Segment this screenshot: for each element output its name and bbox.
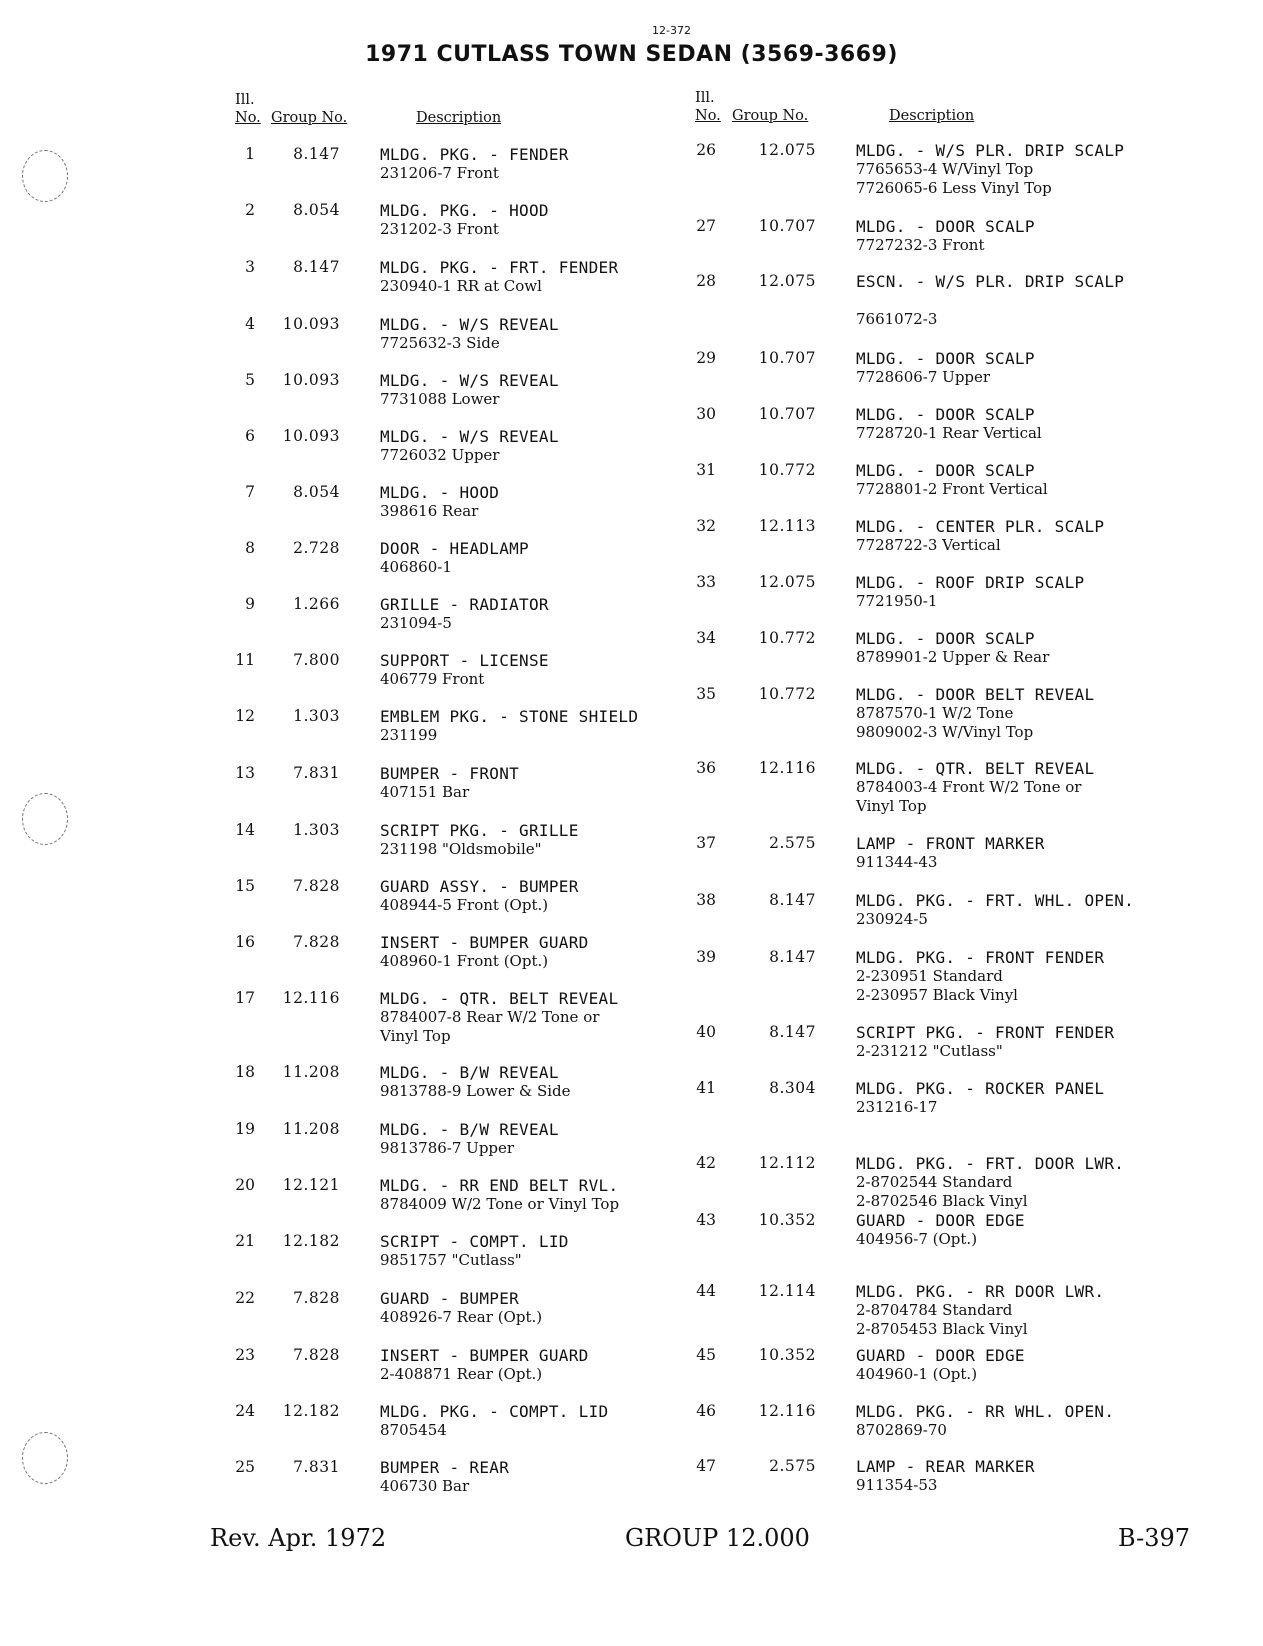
group-number: 10.707 (758, 217, 816, 235)
part-title: EMBLEM PKG. - STONE SHIELD (380, 707, 639, 726)
part-number-line: 231199 (380, 726, 438, 744)
ill-number: 37 (696, 834, 716, 852)
part-number-line: 7728720-1 Rear Vertical (856, 424, 1042, 442)
part-title: LAMP - REAR MARKER (856, 1457, 1035, 1476)
part-title: MLDG. PKG. - FRT. WHL. OPEN. (856, 891, 1135, 910)
part-title: MLDG. PKG. - FENDER (380, 145, 569, 164)
part-description (380, 877, 579, 915)
group-number: 12.112 (758, 1154, 816, 1172)
part-number-line: 406860-1 (380, 558, 452, 576)
part-description (380, 933, 589, 971)
part-number-line: 231202-3 Front (380, 220, 499, 238)
part-description (380, 989, 618, 1046)
ill-number: 1 (245, 145, 255, 163)
part-number-line: 398616 Rear (380, 502, 479, 520)
part-title: DOOR - HEADLAMP (380, 539, 529, 558)
ill-number: 20 (235, 1176, 255, 1194)
group-number: 12.116 (758, 1402, 816, 1420)
part-number-line: 230924-5 (856, 910, 928, 928)
ill-number: 18 (235, 1063, 255, 1081)
page-title: 1971 CUTLASS TOWN SEDAN (3569-3669) (365, 42, 898, 67)
part-number-line: 911344-43 (856, 853, 938, 871)
group-number: 2.728 (293, 539, 340, 557)
part-title: MLDG. - W/S REVEAL (380, 315, 559, 334)
part-title: MLDG. - DOOR SCALP (856, 349, 1035, 368)
part-number-line: 2-230957 Black Vinyl (856, 986, 1018, 1004)
part-description (856, 891, 1134, 929)
group-no-header-right: Group No. (732, 108, 809, 124)
part-title: SUPPORT - LICENSE (380, 651, 549, 670)
ill-number: 5 (245, 371, 255, 389)
group-number: 7.828 (293, 877, 340, 895)
group-number: 8.304 (769, 1079, 816, 1097)
part-number-line: 231198 "Oldsmobile" (380, 840, 542, 858)
group-number: 7.831 (293, 1458, 340, 1476)
footer-group: GROUP 12.000 (625, 1524, 810, 1552)
group-number: 10.707 (758, 349, 816, 367)
group-number: 10.772 (758, 685, 816, 703)
group-number: 8.147 (769, 948, 816, 966)
ill-number: 25 (235, 1458, 255, 1476)
group-number: 10.352 (758, 1346, 816, 1364)
group-number: 12.182 (282, 1232, 340, 1250)
part-number-line: 7731088 Lower (380, 390, 500, 408)
ill-header-line1-right: Ill. (695, 90, 715, 106)
part-number-line: 7661072-3 (856, 310, 938, 328)
part-description (380, 145, 569, 183)
description-header: Description (416, 110, 502, 126)
part-title: MLDG. PKG. - FRT. FENDER (380, 258, 619, 277)
ill-number: 47 (696, 1457, 716, 1475)
part-description (856, 517, 1104, 555)
part-number-line: 7727232-3 Front (856, 236, 985, 254)
ill-number: 31 (696, 461, 716, 479)
part-number-line: 408944-5 Front (Opt.) (380, 896, 549, 914)
group-number: 7.828 (293, 933, 340, 951)
part-number-line: 231216-17 (856, 1098, 938, 1116)
ill-number: 44 (696, 1282, 716, 1300)
ill-number: 11 (235, 651, 255, 669)
part-description (380, 1402, 608, 1440)
group-number: 1.266 (293, 595, 340, 613)
part-description (380, 764, 519, 802)
ill-number: 28 (696, 272, 716, 290)
part-title: MLDG. - B/W REVEAL (380, 1063, 559, 1082)
ill-number: 7 (245, 483, 255, 501)
ill-number: 30 (696, 405, 716, 423)
ill-number: 27 (696, 217, 716, 235)
ill-number: 40 (696, 1023, 716, 1041)
part-description (856, 461, 1048, 499)
part-title: MLDG. PKG. - HOOD (380, 201, 549, 220)
ill-number: 12 (235, 707, 255, 725)
part-title: MLDG. PKG. - ROCKER PANEL (856, 1079, 1105, 1098)
part-number-line: 2-8702546 Black Vinyl (856, 1192, 1028, 1210)
part-title: MLDG. - DOOR SCALP (856, 217, 1035, 236)
group-number: 12.075 (758, 141, 816, 159)
part-description (380, 1063, 571, 1101)
part-title: MLDG. - B/W REVEAL (380, 1120, 559, 1139)
ill-number: 42 (696, 1154, 716, 1172)
part-number-line: 7726032 Upper (380, 446, 500, 464)
part-description (380, 595, 549, 633)
part-number-line: 407151 Bar (380, 783, 470, 801)
part-description (856, 1154, 1124, 1211)
part-title: MLDG. - HOOD (380, 483, 500, 502)
footer-revision: Rev. Apr. 1972 (210, 1524, 387, 1552)
part-title: MLDG. PKG. - RR WHL. OPEN. (856, 1402, 1115, 1421)
ill-number: 45 (696, 1346, 716, 1364)
group-number: 10.093 (282, 427, 340, 445)
part-description (856, 1457, 1035, 1495)
part-number-line: 2-8704784 Standard (856, 1301, 1013, 1319)
part-title: GUARD - BUMPER (380, 1289, 520, 1308)
part-number-line: 230940-1 RR at Cowl (380, 277, 542, 295)
ill-header-line1: Ill. (235, 92, 255, 108)
part-description (380, 1176, 619, 1214)
part-description (856, 405, 1042, 443)
part-description (380, 1289, 542, 1327)
part-number-line: 7728801-2 Front Vertical (856, 480, 1048, 498)
part-number-line: 2-408871 Rear (Opt.) (380, 1365, 543, 1383)
page-number: 12-372 (652, 24, 691, 37)
ill-number: 16 (235, 933, 255, 951)
part-title: MLDG. - DOOR SCALP (856, 405, 1035, 424)
group-number: 10.352 (758, 1211, 816, 1229)
ill-number: 14 (235, 821, 255, 839)
group-number: 12.114 (758, 1282, 816, 1300)
group-number: 10.772 (758, 629, 816, 647)
part-description (856, 1079, 1104, 1117)
part-number-line: 9813786-7 Upper (380, 1139, 515, 1157)
part-description (856, 217, 1035, 255)
part-description (856, 1023, 1114, 1061)
part-number-line: 404960-1 (Opt.) (856, 1365, 978, 1383)
part-title: MLDG. - ROOF DRIP SCALP (856, 573, 1085, 592)
part-number-line: 8705454 (380, 1421, 447, 1439)
ill-number: 39 (696, 948, 716, 966)
part-description (856, 685, 1094, 742)
part-number-line: 9851757 "Cutlass" (380, 1251, 522, 1269)
part-number-line: 8784003-4 Front W/2 Tone or (856, 778, 1082, 796)
ill-number: 3 (245, 258, 255, 276)
part-description (380, 707, 638, 745)
part-title: MLDG. - DOOR SCALP (856, 629, 1035, 648)
part-title: MLDG. - W/S REVEAL (380, 371, 559, 390)
part-title: MLDG. - W/S PLR. DRIP SCALP (856, 141, 1125, 160)
part-title: MLDG. - DOOR SCALP (856, 461, 1035, 480)
ill-number: 46 (696, 1402, 716, 1420)
ill-number: 2 (245, 201, 255, 219)
part-description (380, 1232, 569, 1270)
group-number: 7.828 (293, 1346, 340, 1364)
description-header-right: Description (889, 108, 975, 124)
group-number: 12.116 (758, 759, 816, 777)
part-number-line: 9813788-9 Lower & Side (380, 1082, 571, 1100)
ill-number: 23 (235, 1346, 255, 1364)
part-number-line: 8787570-1 W/2 Tone (856, 704, 1014, 722)
ill-number: 33 (696, 573, 716, 591)
part-description (856, 272, 1124, 291)
part-number-line: 7765653-4 W/Vinyl Top (856, 160, 1034, 178)
part-number-line: 406730 Bar (380, 1477, 470, 1495)
group-number: 10.772 (758, 461, 816, 479)
group-number: 12.182 (282, 1402, 340, 1420)
part-title: INSERT - BUMPER GUARD (380, 1346, 589, 1365)
part-number-line: 7726065-6 Less Vinyl Top (856, 179, 1052, 197)
punch-hole-top (22, 150, 68, 202)
part-title: SCRIPT PKG. - FRONT FENDER (856, 1023, 1115, 1042)
part-description (380, 651, 549, 689)
part-title: SCRIPT PKG. - GRILLE (380, 821, 579, 840)
group-number: 7.800 (293, 651, 340, 669)
part-title: INSERT - BUMPER GUARD (380, 933, 589, 952)
part-number-line: 7728722-3 Vertical (856, 536, 1001, 554)
part-description (380, 1458, 509, 1496)
part-number-line: 7728606-7 Upper (856, 368, 991, 386)
part-description (856, 759, 1094, 816)
ill-no-header: No. (235, 110, 261, 126)
part-description (380, 1346, 589, 1384)
ill-number: 9 (245, 595, 255, 613)
part-number-line: 9809002-3 W/Vinyl Top (856, 723, 1034, 741)
group-number: 10.093 (282, 371, 340, 389)
part-number-line: 7725632-3 Side (380, 334, 500, 352)
group-number: 10.093 (282, 315, 340, 333)
part-title: MLDG. - QTR. BELT REVEAL (856, 759, 1095, 778)
part-description (380, 1120, 559, 1158)
ill-number: 29 (696, 349, 716, 367)
group-number: 12.116 (282, 989, 340, 1007)
part-title: BUMPER - FRONT (380, 764, 520, 783)
part-number-line: 8702869-70 (856, 1421, 947, 1439)
part-description (380, 821, 579, 859)
part-title: MLDG. - RR END BELT RVL. (380, 1176, 619, 1195)
part-title: LAMP - FRONT MARKER (856, 834, 1045, 853)
part-description (856, 1211, 1025, 1249)
part-title: MLDG. - W/S REVEAL (380, 427, 559, 446)
part-description (856, 141, 1124, 198)
part-description (380, 315, 559, 353)
group-no-header: Group No. (271, 110, 348, 126)
group-number: 12.121 (282, 1176, 340, 1194)
part-description (856, 1402, 1114, 1440)
part-description (856, 1346, 1025, 1384)
ill-number: 41 (696, 1079, 716, 1097)
part-number-line: 408926-7 Rear (Opt.) (380, 1308, 543, 1326)
part-number-line: 404956-7 (Opt.) (856, 1230, 978, 1248)
part-number-line: 911354-53 (856, 1476, 938, 1494)
group-number: 8.147 (293, 258, 340, 276)
part-number-line: Vinyl Top (380, 1027, 451, 1045)
part-number-line: 231206-7 Front (380, 164, 499, 182)
group-number: 12.075 (758, 573, 816, 591)
ill-no-header-right: No. (695, 108, 721, 124)
ill-number: 19 (235, 1120, 255, 1138)
group-number: 7.828 (293, 1289, 340, 1307)
ill-number: 15 (235, 877, 255, 895)
part-title: BUMPER - REAR (380, 1458, 510, 1477)
part-title: GUARD ASSY. - BUMPER (380, 877, 579, 896)
part-number-line: 2-8705453 Black Vinyl (856, 1320, 1028, 1338)
part-number-line: 8789901-2 Upper & Rear (856, 648, 1050, 666)
ill-number: 22 (235, 1289, 255, 1307)
group-number: 2.575 (769, 834, 816, 852)
part-title: SCRIPT - COMPT. LID (380, 1232, 569, 1251)
ill-number: 24 (235, 1402, 255, 1420)
group-number: 7.831 (293, 764, 340, 782)
part-title: MLDG. PKG. - FRT. DOOR LWR. (856, 1154, 1125, 1173)
part-number-line: 2-231212 "Cutlass" (856, 1042, 1003, 1060)
group-number: 8.147 (769, 891, 816, 909)
part-description (380, 483, 499, 521)
group-number: 1.303 (293, 707, 340, 725)
ill-number: 8 (245, 539, 255, 557)
part-number-line: 231094-5 (380, 614, 452, 632)
punch-hole-bottom (22, 1432, 68, 1484)
part-description (380, 201, 549, 239)
ill-number: 21 (235, 1232, 255, 1250)
part-title: GUARD - DOOR EDGE (856, 1211, 1025, 1230)
part-description (856, 1282, 1104, 1339)
part-number-line: Vinyl Top (856, 797, 927, 815)
part-description (856, 310, 937, 329)
ill-number: 4 (245, 315, 255, 333)
part-description (380, 539, 529, 577)
ill-number: 13 (235, 764, 255, 782)
ill-number: 26 (696, 141, 716, 159)
ill-number: 38 (696, 891, 716, 909)
group-number: 1.303 (293, 821, 340, 839)
part-description (380, 258, 618, 296)
ill-number: 36 (696, 759, 716, 777)
part-number-line: 406779 Front (380, 670, 485, 688)
part-title: MLDG. PKG. - RR DOOR LWR. (856, 1282, 1105, 1301)
group-number: 8.147 (293, 145, 340, 163)
ill-number: 32 (696, 517, 716, 535)
part-title: MLDG. - DOOR BELT REVEAL (856, 685, 1095, 704)
part-description (856, 834, 1045, 872)
group-number: 8.054 (293, 483, 340, 501)
part-number-line: 7721950-1 (856, 592, 938, 610)
part-title: MLDG. - QTR. BELT REVEAL (380, 989, 619, 1008)
part-title: GUARD - DOOR EDGE (856, 1346, 1025, 1365)
ill-number: 17 (235, 989, 255, 1007)
group-number: 12.113 (758, 517, 816, 535)
part-number-line: 8784009 W/2 Tone or Vinyl Top (380, 1195, 620, 1213)
part-description (856, 573, 1084, 611)
part-number-line: 408960-1 Front (Opt.) (380, 952, 549, 970)
part-description (380, 371, 559, 409)
ill-number: 6 (245, 427, 255, 445)
group-number: 11.208 (282, 1120, 340, 1138)
part-description (856, 948, 1104, 1005)
group-number: 12.075 (758, 272, 816, 290)
group-number: 11.208 (282, 1063, 340, 1081)
group-number: 2.575 (769, 1457, 816, 1475)
footer-page-code: B-397 (1118, 1524, 1190, 1552)
group-number: 10.707 (758, 405, 816, 423)
part-title: ESCN. - W/S PLR. DRIP SCALP (856, 272, 1125, 291)
part-number-line: 2-230951 Standard (856, 967, 1003, 985)
part-description (856, 349, 1035, 387)
part-title: MLDG. PKG. - FRONT FENDER (856, 948, 1105, 967)
part-description (856, 629, 1049, 667)
part-title: MLDG. - CENTER PLR. SCALP (856, 517, 1105, 536)
ill-number: 35 (696, 685, 716, 703)
group-number: 8.054 (293, 201, 340, 219)
part-number-line: 8784007-8 Rear W/2 Tone or (380, 1008, 600, 1026)
ill-number: 34 (696, 629, 716, 647)
part-description (380, 427, 559, 465)
ill-number: 43 (696, 1211, 716, 1229)
punch-hole-middle (22, 793, 68, 845)
part-title: MLDG. PKG. - COMPT. LID (380, 1402, 609, 1421)
group-number: 8.147 (769, 1023, 816, 1041)
part-title: GRILLE - RADIATOR (380, 595, 549, 614)
part-number-line: 2-8702544 Standard (856, 1173, 1013, 1191)
